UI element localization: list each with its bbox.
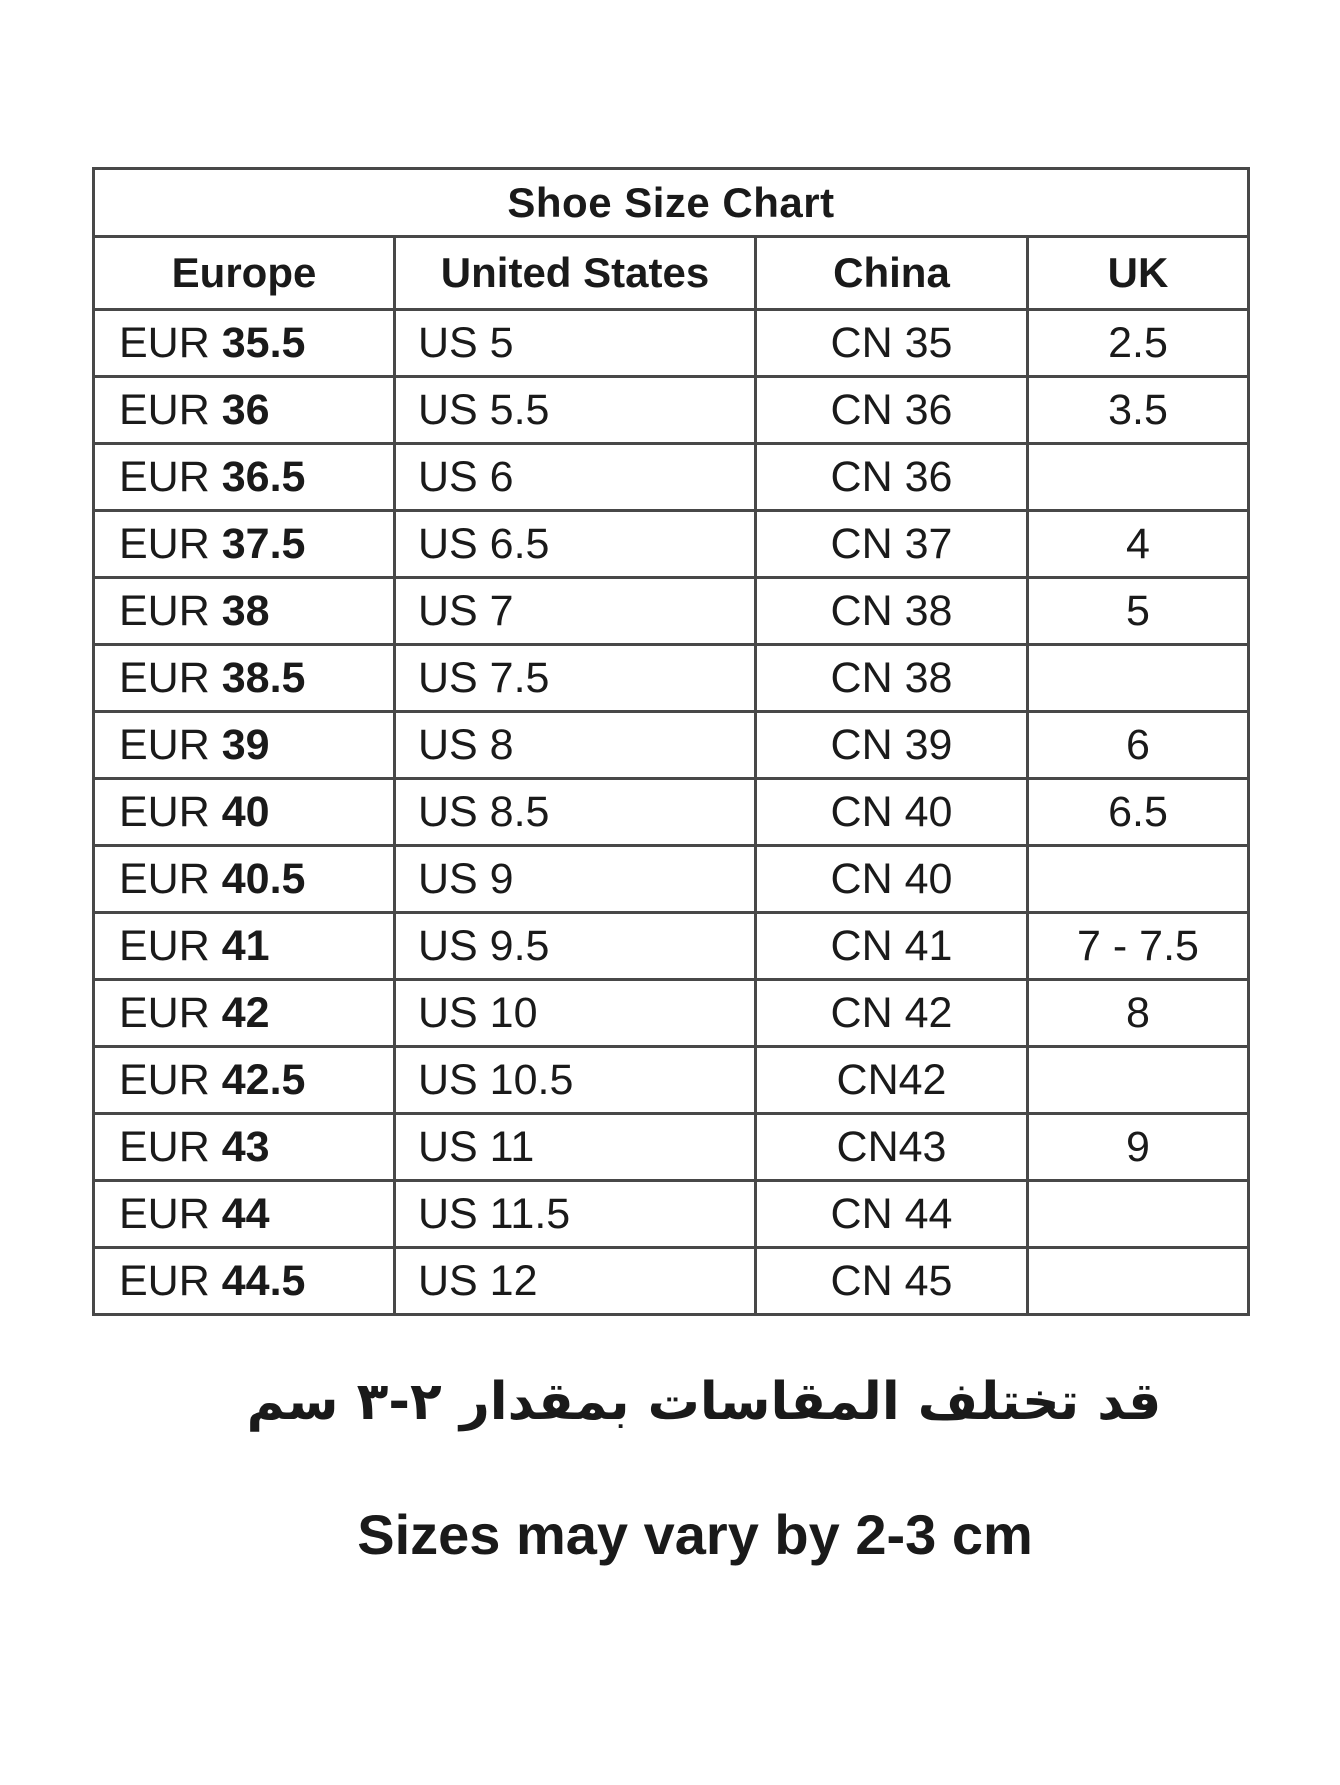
shoe-size-table xyxy=(92,167,1250,1316)
eur-label: EUR xyxy=(119,854,210,903)
table-row xyxy=(94,511,1249,578)
eur-size-cell xyxy=(94,846,395,913)
eur-size-cell xyxy=(94,913,395,980)
eur-label: EUR xyxy=(119,787,210,836)
us-size-cell: US 5 xyxy=(395,310,756,377)
eur-size-cell xyxy=(94,779,395,846)
table-row xyxy=(94,377,1249,444)
eur-value: 43 xyxy=(221,1122,270,1171)
eur-value: 44 xyxy=(221,1189,270,1238)
eur-value: 38 xyxy=(221,586,270,635)
uk-size-cell: 2.5 xyxy=(1028,310,1249,377)
us-size-cell: US 11.5 xyxy=(395,1181,756,1248)
uk-size-cell: 4 xyxy=(1028,511,1249,578)
us-size-cell: US 5.5 xyxy=(395,377,756,444)
cn-size-cell: CN 38 xyxy=(756,578,1028,645)
eur-value: 40.5 xyxy=(221,854,306,903)
cn-size-cell: CN 41 xyxy=(756,913,1028,980)
uk-size-cell: 3.5 xyxy=(1028,377,1249,444)
us-size-cell: US 7.5 xyxy=(395,645,756,712)
uk-size-cell: 7 - 7.5 xyxy=(1028,913,1249,980)
uk-size-cell: 6.5 xyxy=(1028,779,1249,846)
us-size-cell: US 10.5 xyxy=(395,1047,756,1114)
cn-size-cell: CN 42 xyxy=(756,980,1028,1047)
cn-size-cell: CN 37 xyxy=(756,511,1028,578)
cn-size-cell: CN 38 xyxy=(756,645,1028,712)
cn-size-cell: CN43 xyxy=(756,1114,1028,1181)
cn-size-cell: CN42 xyxy=(756,1047,1028,1114)
eur-label: EUR xyxy=(119,1122,210,1171)
eur-value: 42 xyxy=(221,988,270,1037)
table-row xyxy=(94,444,1249,511)
uk-size-cell xyxy=(1028,1181,1249,1248)
us-size-cell: US 6.5 xyxy=(395,511,756,578)
us-size-cell: US 11 xyxy=(395,1114,756,1181)
eur-size-cell xyxy=(94,645,395,712)
table-row xyxy=(94,913,1249,980)
eur-size-cell xyxy=(94,1181,395,1248)
table-row xyxy=(94,1114,1249,1181)
eur-label: EUR xyxy=(119,586,210,635)
uk-size-cell xyxy=(1028,1047,1249,1114)
eur-size-cell xyxy=(94,1248,395,1315)
eur-size-cell xyxy=(94,1047,395,1114)
uk-size-cell: 5 xyxy=(1028,578,1249,645)
table-row xyxy=(94,578,1249,645)
eur-label: EUR xyxy=(119,653,210,702)
eur-value: 36 xyxy=(221,385,270,434)
cn-size-cell: CN 45 xyxy=(756,1248,1028,1315)
eur-label: EUR xyxy=(119,1055,210,1104)
uk-size-cell xyxy=(1028,1248,1249,1315)
eur-value: 35.5 xyxy=(221,318,306,367)
eur-size-cell xyxy=(94,310,395,377)
table-row xyxy=(94,645,1249,712)
table-row xyxy=(94,846,1249,913)
eur-label: EUR xyxy=(119,318,210,367)
eur-size-cell xyxy=(94,980,395,1047)
us-size-cell: US 8.5 xyxy=(395,779,756,846)
eur-size-cell xyxy=(94,578,395,645)
eur-value: 36.5 xyxy=(221,452,306,501)
eur-value: 37.5 xyxy=(221,519,306,568)
eur-size-cell xyxy=(94,712,395,779)
uk-size-cell xyxy=(1028,846,1249,913)
table-title-row xyxy=(94,169,1249,237)
note-arabic-sizes-may-vary: قد تختلف المقاسات بمقدار ٢-٣ سم xyxy=(246,1372,1162,1432)
us-size-cell: US 8 xyxy=(395,712,756,779)
column-header-europe: Europe xyxy=(94,237,395,310)
eur-label: EUR xyxy=(119,720,210,769)
eur-value: 42.5 xyxy=(221,1055,306,1104)
eur-size-cell xyxy=(94,1114,395,1181)
table-header-row xyxy=(94,237,1249,310)
us-size-cell: US 12 xyxy=(395,1248,756,1315)
uk-size-cell: 8 xyxy=(1028,980,1249,1047)
eur-value: 39 xyxy=(221,720,270,769)
eur-label: EUR xyxy=(119,1256,210,1305)
column-header-uk: UK xyxy=(1028,237,1249,310)
cn-size-cell: CN 35 xyxy=(756,310,1028,377)
eur-size-cell xyxy=(94,377,395,444)
us-size-cell: US 6 xyxy=(395,444,756,511)
us-size-cell: US 9 xyxy=(395,846,756,913)
table-row xyxy=(94,980,1249,1047)
table-row xyxy=(94,310,1249,377)
column-header-china: China xyxy=(756,237,1028,310)
note-english-sizes-may-vary: Sizes may vary by 2-3 cm xyxy=(357,1503,1033,1566)
table-row xyxy=(94,1181,1249,1248)
us-size-cell: US 9.5 xyxy=(395,913,756,980)
eur-label: EUR xyxy=(119,921,210,970)
cn-size-cell: CN 36 xyxy=(756,444,1028,511)
uk-size-cell: 6 xyxy=(1028,712,1249,779)
cn-size-cell: CN 40 xyxy=(756,846,1028,913)
eur-value: 38.5 xyxy=(221,653,306,702)
uk-size-cell xyxy=(1028,444,1249,511)
cn-size-cell: CN 39 xyxy=(756,712,1028,779)
table-row xyxy=(94,779,1249,846)
cn-size-cell: CN 44 xyxy=(756,1181,1028,1248)
eur-size-cell xyxy=(94,444,395,511)
eur-label: EUR xyxy=(119,452,210,501)
eur-label: EUR xyxy=(119,519,210,568)
eur-value: 41 xyxy=(221,921,270,970)
table-row xyxy=(94,712,1249,779)
eur-value: 40 xyxy=(221,787,270,836)
eur-label: EUR xyxy=(119,385,210,434)
cn-size-cell: CN 40 xyxy=(756,779,1028,846)
column-header-united-states: United States xyxy=(395,237,756,310)
us-size-cell: US 7 xyxy=(395,578,756,645)
eur-size-cell xyxy=(94,511,395,578)
table-row xyxy=(94,1248,1249,1315)
uk-size-cell: 9 xyxy=(1028,1114,1249,1181)
us-size-cell: US 10 xyxy=(395,980,756,1047)
uk-size-cell xyxy=(1028,645,1249,712)
cn-size-cell: CN 36 xyxy=(756,377,1028,444)
eur-label: EUR xyxy=(119,1189,210,1238)
eur-label: EUR xyxy=(119,988,210,1037)
eur-value: 44.5 xyxy=(221,1256,306,1305)
table-title: Shoe Size Chart xyxy=(94,169,1249,237)
table-row xyxy=(94,1047,1249,1114)
